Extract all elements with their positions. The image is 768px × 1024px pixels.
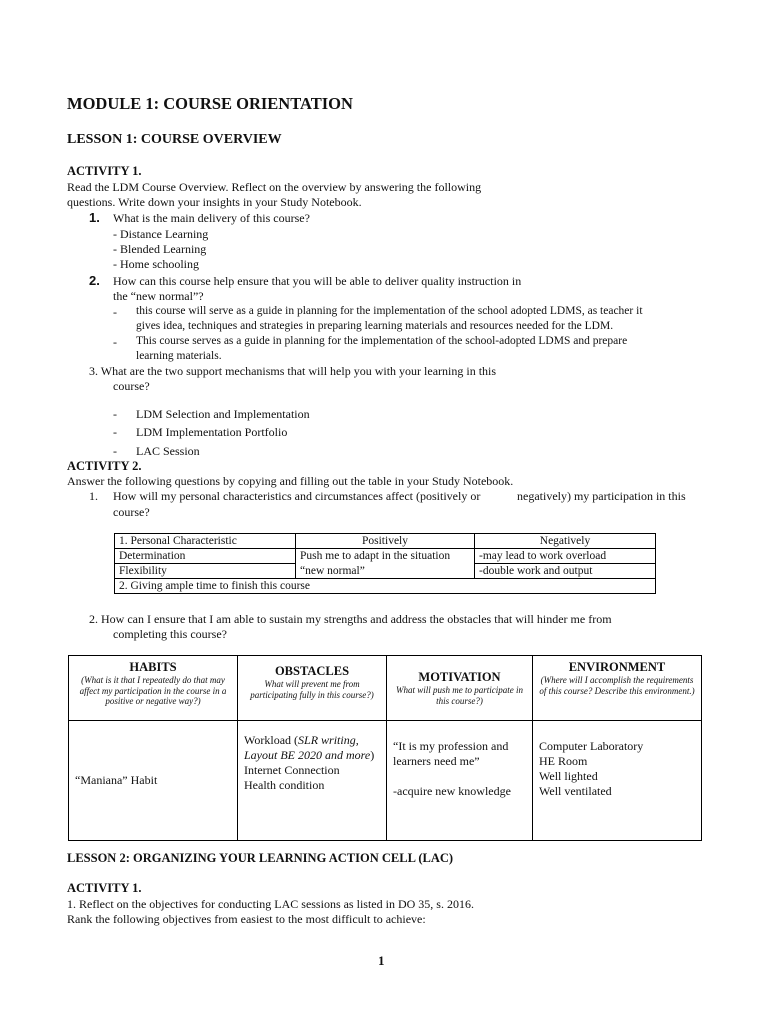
header-title: HABITS	[129, 660, 177, 674]
q2-line2: the “new normal”?	[113, 289, 204, 303]
a2-q1-line1b: negatively) my participation in this	[517, 489, 686, 503]
q3-answer: LDM Implementation Portfolio	[136, 425, 288, 439]
environment-item: Computer Laboratory	[539, 739, 644, 753]
table-row	[69, 721, 702, 841]
q2-answer1-line1: this course will serve as a guide in planning for the implementation of the school adopted LDMS, as teacher it	[136, 305, 643, 317]
table-cell-obstacles	[238, 721, 387, 841]
q2-answer1-line2: gives idea, techniques and strategies in preparing learning materials and resources needed for the LDM.	[136, 320, 614, 332]
q1-number: 1.	[89, 210, 100, 225]
table-cell: 2. Giving ample time to finish this course	[115, 579, 656, 594]
activity1-intro-line1: Read the LDM Course Overview. Reflect on the overview by answering the following	[67, 180, 482, 194]
q1-answer: - Blended Learning	[113, 242, 207, 256]
environment-item: Well lighted	[539, 769, 598, 783]
table-header-obstacles	[238, 656, 387, 721]
lesson2-activity1-line1: 1. Reflect on the objectives for conducting LAC sessions as listed in DO 35, s. 2016.	[67, 897, 474, 911]
obstacle-workload-close: )	[370, 748, 375, 762]
q3-answer: LDM Selection and Implementation	[136, 407, 310, 421]
a2-q1-number: 1.	[89, 489, 98, 503]
bullet-dash: -	[113, 425, 117, 439]
q3-line1: 3. What are the two support mechanisms that will help you with your learning in this	[89, 364, 497, 378]
table-row	[115, 534, 656, 549]
obstacle-workload: Workload (	[244, 733, 299, 747]
table-row	[115, 579, 656, 594]
q1-text: What is the main delivery of this course?	[113, 211, 310, 225]
habits-table	[68, 655, 702, 841]
motivation-line: learners need me”	[393, 754, 480, 768]
header-title: MOTIVATION	[418, 670, 501, 684]
q3-line2: course?	[113, 379, 150, 393]
table-cell: Flexibility	[115, 564, 296, 579]
header-desc: What will prevent me from participating fully in this course?)	[250, 679, 374, 700]
environment-item: Well ventilated	[539, 784, 612, 798]
table-header: Negatively	[475, 534, 656, 549]
page-number: 1	[378, 953, 385, 968]
bullet-dash: -	[113, 407, 117, 421]
table-header: 1. Personal Characteristic	[115, 534, 296, 549]
q1-answer: - Distance Learning	[113, 227, 209, 241]
lesson2-activity1-title: ACTIVITY 1.	[67, 881, 142, 895]
table-cell: -double work and output	[475, 564, 656, 579]
lesson2-title: LESSON 2: ORGANIZING YOUR LEARNING ACTION CELL (LAC)	[67, 851, 454, 865]
activity1-title: ACTIVITY 1.	[67, 164, 142, 178]
motivation-line: -acquire new knowledge	[393, 784, 511, 798]
bullet-dash: -	[113, 335, 117, 349]
activity2-intro: Answer the following questions by copying and filling out the table in your Study Notebook.	[67, 474, 514, 488]
header-desc: What will push me to participate in this course?)	[396, 685, 523, 706]
bullet-dash: -	[113, 444, 117, 458]
a2-q2-line1: 2. How can I ensure that I am able to sustain my strengths and address the obstacles that will hinder me from	[89, 612, 612, 626]
q2-answer2-line2: learning materials.	[136, 350, 222, 362]
q2-answer2-line1: This course serves as a guide in planning for the implementation of the school-adopted LDMS and prepare	[136, 335, 628, 347]
obstacle-health: Health condition	[244, 778, 325, 792]
header-title: ENVIRONMENT	[568, 660, 666, 674]
table-cell: Push me to adapt in the situation	[296, 549, 475, 564]
characteristics-table	[114, 533, 656, 594]
q2-number: 2.	[89, 273, 100, 288]
table-cell-motivation	[387, 721, 533, 841]
a2-q1-line1a: How will my personal characteristics and circumstances affect (positively or	[113, 489, 481, 503]
q2-line1: How can this course help ensure that you will be able to deliver quality instruction in	[113, 274, 522, 288]
table-cell-habits	[69, 721, 238, 841]
motivation-line: “It is my profession and	[393, 739, 509, 753]
obstacle-internet: Internet Connection	[244, 763, 340, 777]
table-header: Positively	[296, 534, 475, 549]
table-cell: “new normal”	[296, 564, 475, 579]
activity2-title: ACTIVITY 2.	[67, 459, 142, 473]
header-title: OBSTACLES	[274, 664, 350, 678]
header-desc: (Where will I accomplish the requirements of this course? Describe this environment.)	[539, 675, 695, 696]
table-cell: Determination	[115, 549, 296, 564]
module-title: MODULE 1: COURSE ORIENTATION	[67, 94, 353, 113]
table-header-habits	[69, 656, 238, 721]
lesson2-activity1-line2: Rank the following objectives from easiest to the most difficult to achieve:	[67, 912, 426, 926]
activity1-intro-line2: questions. Write down your insights in your Study Notebook.	[67, 195, 362, 209]
q1-answer: - Home schooling	[113, 257, 199, 271]
habit-text: “Maniana” Habit	[75, 773, 158, 787]
a2-q1-line2: course?	[113, 505, 150, 519]
environment-item: HE Room	[539, 754, 588, 768]
a2-q2-line2: completing this course?	[113, 627, 227, 641]
table-header-environment	[533, 656, 702, 721]
bullet-dash: -	[113, 305, 117, 319]
header-desc: (What is it that I repeatedly do that may affect my participation in the course in a positive or negative way?)	[79, 675, 227, 706]
table-row	[69, 656, 702, 721]
table-row	[115, 549, 656, 564]
table-row	[115, 564, 656, 579]
lesson1-title: LESSON 1: COURSE OVERVIEW	[67, 132, 282, 147]
obstacle-workload-detail: SLR writing, Layout BE 2020 and more	[244, 733, 371, 762]
table-cell: -may lead to work overload	[475, 549, 656, 564]
table-cell-environment	[533, 721, 702, 841]
q3-answer: LAC Session	[136, 444, 200, 458]
table-header-motivation	[387, 656, 533, 721]
